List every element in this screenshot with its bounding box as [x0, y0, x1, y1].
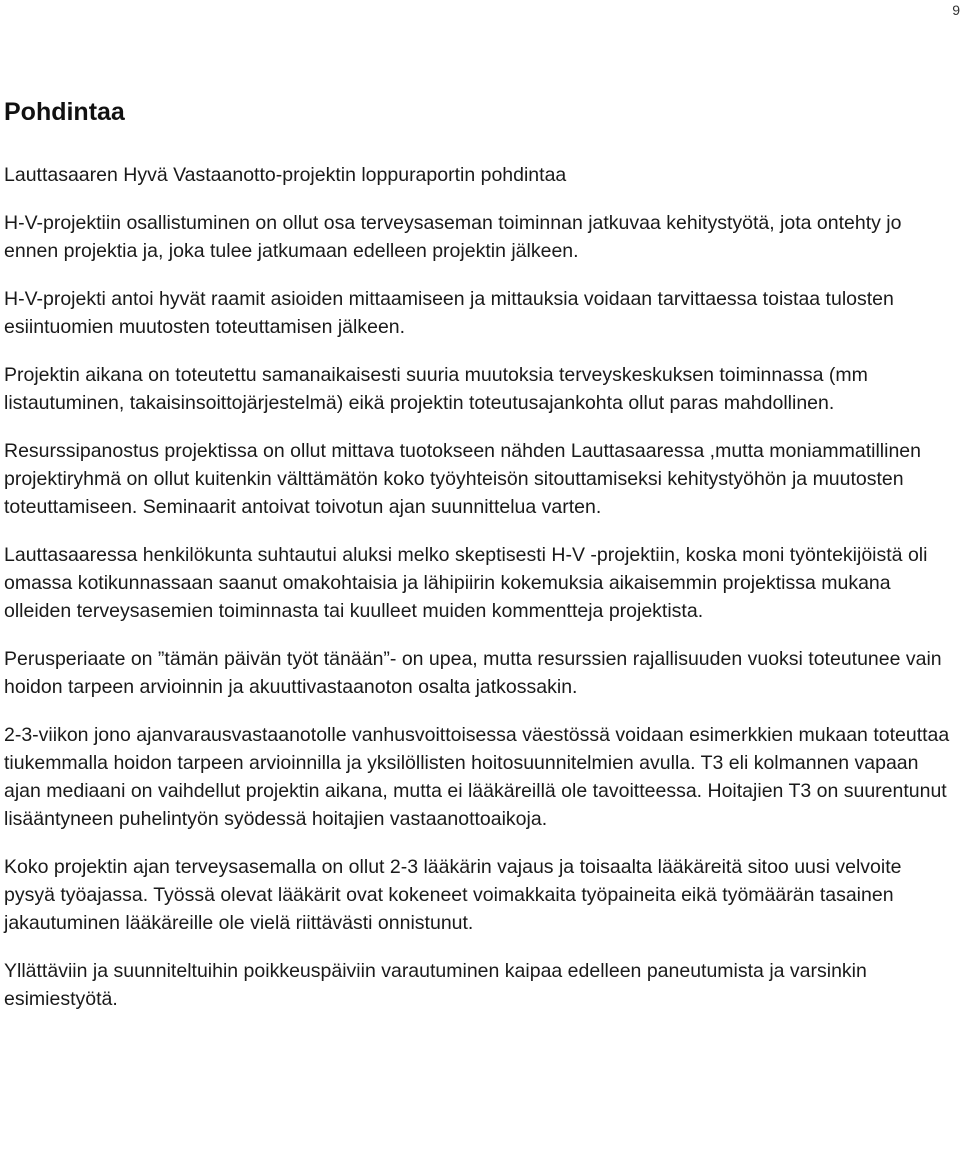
- paragraph: Projektin aikana on toteutettu samanaikaisesti suuria muutoksia terveyskeskuksen toiminnassa (mm listautuminen, takaisinsoittojärjestelmä) eikä projektin toteutusajankohta ollut paras mahdollinen.: [4, 364, 868, 414]
- paragraph: Resurssipanostus projektissa on ollut mittava tuotokseen nähden Lauttasaaressa ,mutta moniammatillinen projektiryhmä on ollut kuitenkin välttämätön koko työyhteisön sitouttamiseksi kehitystyöhön ja muutosten toteuttamiseen. Seminaarit antoivat toivotun ajan suunnittelua varten.: [4, 440, 921, 518]
- paragraph: H-V-projekti antoi hyvät raamit asioiden mittaamiseen ja mittauksia voidaan tarvittaessa toistaa tulosten esiintuomien muutosten toteuttamisen jälkeen.: [4, 288, 894, 338]
- document-body: [4, 94, 954, 1033]
- paragraph: H-V-projektiin osallistuminen on ollut osa terveysaseman toiminnan jatkuvaa kehitystyötä, jota ontehty jo ennen projektia ja, joka tulee jatkumaan edelleen projektin jälkeen.: [4, 212, 902, 262]
- paragraph: 2-3-viikon jono ajanvarausvastaanotolle vanhusvoittoisessa väestössä voidaan esimerkkien mukaan toteuttaa tiukemmalla hoidon tarpeen arvioinnilla ja yksilöllisten hoitosuunnitelmien avulla. T3 eli kolmannen vapaan ajan mediaani on vaihdellut projektin aikana, mutta ei lääkäreillä ole tavoitteessa. Hoitajien T3 on suurentunut lisääntyneen puhelintyön syödessä hoitajien vastaanottoaikoja.: [4, 724, 950, 830]
- paragraph: Koko projektin ajan terveysasemalla on ollut 2-3 lääkärin vajaus ja toisaalta lääkäreitä sitoo uusi velvoite pysyä työajassa. Työssä olevat lääkärit ovat kokeneet voimakkaita työpaineita eikä työmäärän tasainen jakautuminen lääkäreille ole vielä riittävästi onnistunut.: [4, 856, 902, 934]
- page-number: 9: [952, 2, 960, 18]
- paragraph: Yllättäviin ja suunniteltuihin poikkeuspäiviin varautuminen kaipaa edelleen paneutumista ja varsinkin esimiestyötä.: [4, 960, 867, 1010]
- report-subtitle: Lauttasaaren Hyvä Vastaanotto-projektin loppuraportin pohdintaa: [4, 164, 567, 186]
- paragraph: Lauttasaaressa henkilökunta suhtautui aluksi melko skeptisesti H-V -projektiin, koska moni työntekijöistä oli omassa kotikunnassaan saanut omakohtaisia ja lähipiirin kokemuksia aikaisemmin projektissa mukana olleiden terveysasemien toiminnasta tai kuulleet muiden kommentteja projektista.: [4, 544, 928, 622]
- section-heading: Pohdintaa: [4, 98, 125, 126]
- paragraph: Perusperiaate on ”tämän päivän työt tänään”- on upea, mutta resurssien rajallisuuden vuoksi toteutunee vain hoidon tarpeen arvioinnin ja akuuttivastaanoton osalta jatkossakin.: [4, 648, 942, 698]
